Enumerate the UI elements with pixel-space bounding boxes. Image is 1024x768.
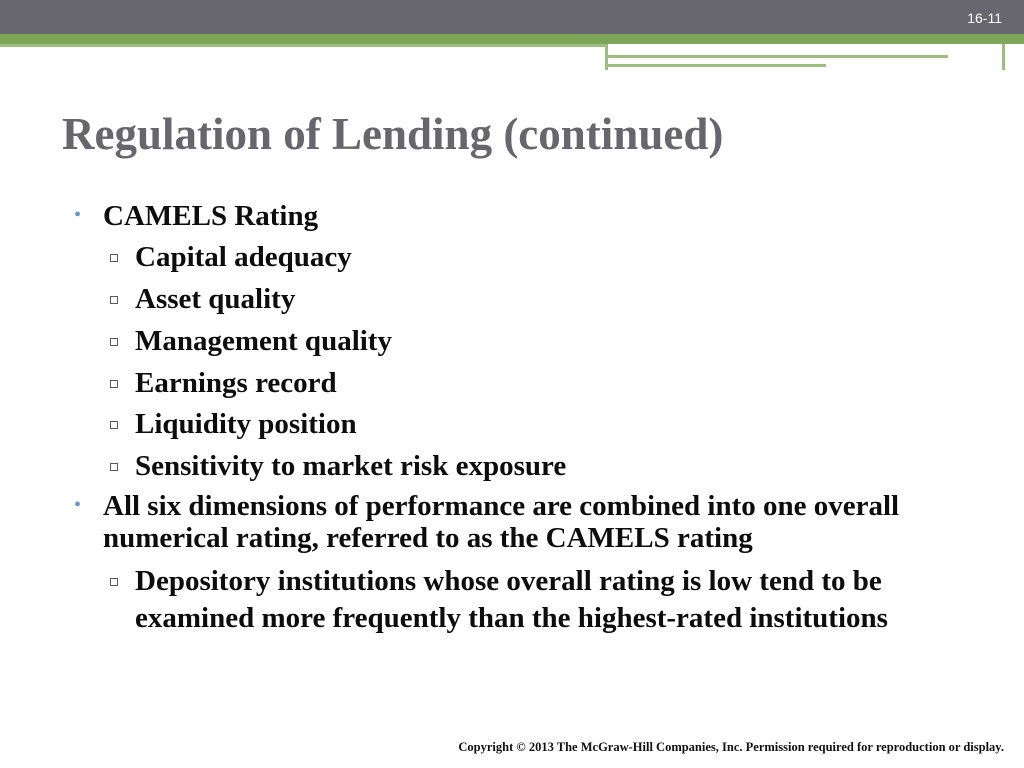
bullet-dot-icon: • (74, 204, 82, 226)
slide-number: 16-11 (967, 10, 1002, 26)
square-bullet-icon (110, 254, 118, 262)
bullet-item-line: numerical rating, referred to as the CAMELS rating (103, 522, 753, 554)
square-bullet-icon (110, 463, 118, 471)
sub-item-line: examined more frequently than the highest-rated institutions (135, 602, 888, 634)
sub-item: Capital adequacy (135, 241, 352, 273)
bullet-item: CAMELS Rating (103, 200, 319, 232)
square-bullet-icon (110, 421, 118, 429)
bullet-item-line: All six dimensions of performance are combined into one overall (103, 490, 900, 522)
sub-item: Sensitivity to market risk exposure (135, 450, 567, 482)
sub-item: Liquidity position (135, 408, 357, 440)
slide-title: Regulation of Lending (continued) (62, 109, 724, 159)
square-bullet-icon (110, 296, 118, 304)
sub-item: Earnings record (135, 367, 337, 399)
sub-item-line: Depository institutions whose overall rating is low tend to be (135, 565, 882, 597)
copyright-notice: Copyright © 2013 The McGraw-Hill Companies, Inc. Permission required for reproduction or display. (458, 740, 1004, 754)
square-bullet-icon (110, 338, 118, 346)
square-bullet-icon (110, 380, 118, 388)
sub-item: Asset quality (135, 283, 296, 315)
sub-item: Management quality (135, 325, 392, 357)
bullet-dot-icon: • (74, 494, 82, 516)
square-bullet-icon (110, 578, 118, 586)
